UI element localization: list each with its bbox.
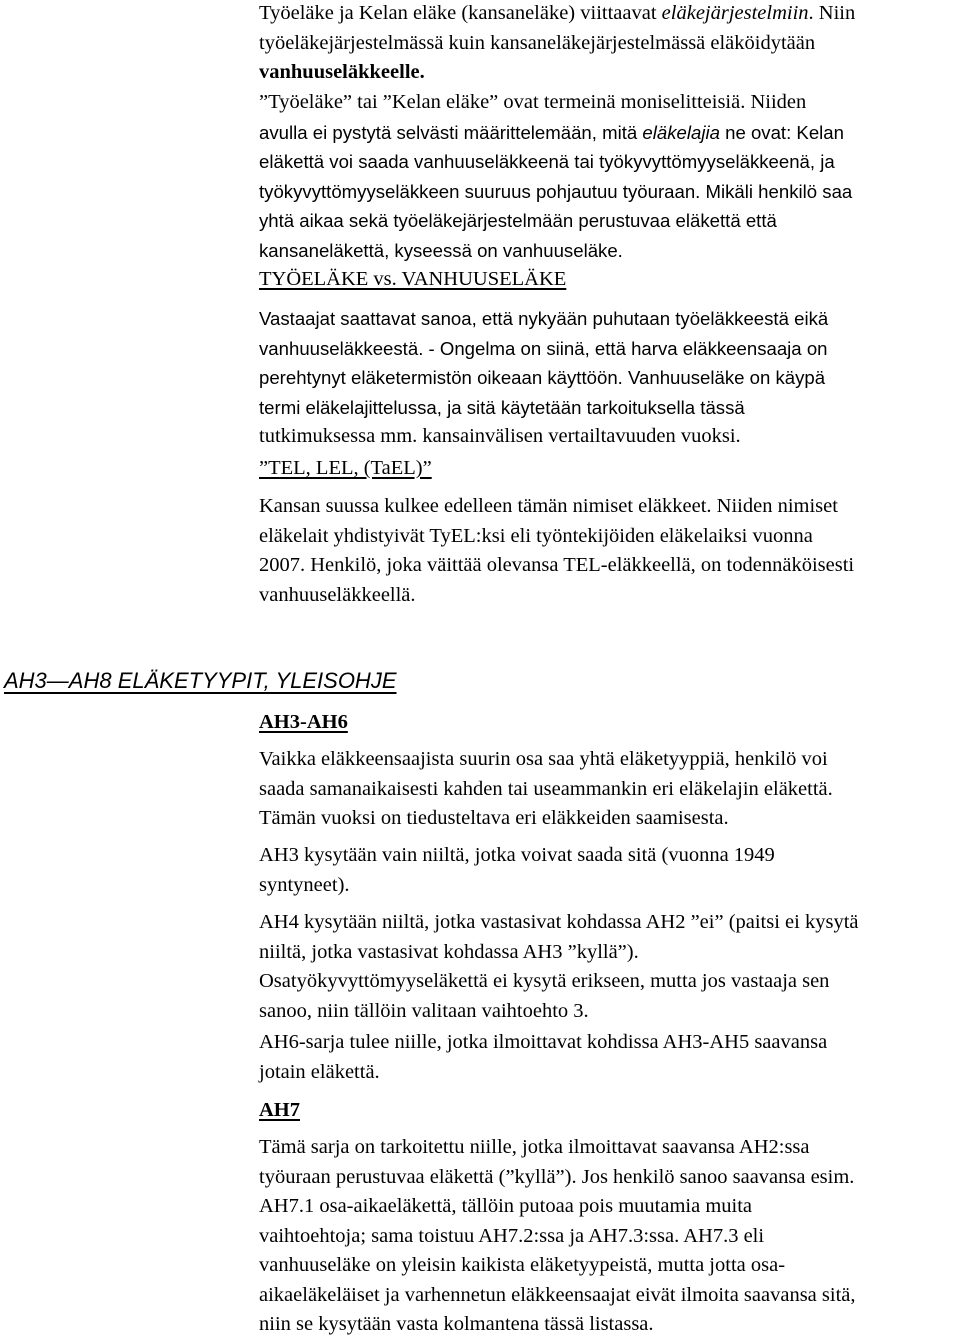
text-line: työuraan perustuvaa eläkettä (”kyllä”). Jos henkilö sanoo saavansa esim. xyxy=(259,1165,855,1188)
text-line: Osatyökyvyttömyyseläkettä ei kysytä erikseen, mutta jos vastaaja sen xyxy=(259,970,830,992)
italic-term: eläkelajia xyxy=(642,121,720,143)
text-line: vanhuuseläkkeellä. xyxy=(259,583,416,606)
text-line: AH3 kysytään vain niiltä, jotka voivat saada sitä (vuonna 1949 xyxy=(259,844,775,866)
text-run: Työeläke ja Kelan eläke (kansaneläke) viittaavat xyxy=(259,2,662,24)
text-line: Kansan suussa kulkee edelleen tämän nimiset eläkkeet. Niiden nimiset xyxy=(259,495,838,517)
section-heading-ah7: AH7 xyxy=(259,1099,300,1121)
text-line: Tämän vuoksi on tiedusteltava eri eläkkeiden saamisesta. xyxy=(259,807,729,829)
text-line: niin se kysytään vasta kolmantena tässä listassa. xyxy=(259,1313,654,1335)
text-line: perehtynyt eläketermistön oikeaan käyttöön. Vanhuuseläke on käypä xyxy=(259,367,826,388)
text-line: niiltä, jotka vastasivat kohdassa AH3 ”kyllä”). xyxy=(259,940,639,963)
text-run: avulla ei pystytä selvästi määrittelemään, mitä xyxy=(259,121,643,143)
text-line: syntyneet). xyxy=(259,873,350,896)
ah3-ah6-paragraph xyxy=(259,745,959,834)
text-line: Vastaajat saattavat sanoa, että nykyään puhutaan työeläkkeestä eikä xyxy=(259,308,829,329)
text-line: vanhuuseläke on yleisin kaikista eläketyypeistä, mutta jotta osa- xyxy=(259,1254,786,1276)
ah3-paragraph xyxy=(259,841,959,900)
intro-paragraph xyxy=(259,0,959,88)
section-heading-ah3-ah6: AH3-AH6 xyxy=(259,711,348,733)
ah4-paragraph xyxy=(259,908,959,1026)
text-line: vaihtoehtoja; sama toistuu AH7.2:ssa ja AH7.3:ssa. AH7.3 eli xyxy=(259,1224,765,1247)
text-line: eläkelait yhdistyivät TyEL:ksi eli työntekijöiden eläkelaiksi vuonna xyxy=(259,524,813,547)
text-line: yhtä aikaa sekä työeläkejärjestelmään perustuvaa eläkettä että xyxy=(259,210,777,231)
text-line: ”Työeläke” tai ”Kelan eläke” ovat termeinä moniselitteisiä. Niiden xyxy=(259,91,807,113)
text-line: työeläkejärjestelmässä kuin kansaneläkejärjestelmässä eläköidytään xyxy=(259,31,816,54)
text-line: AH4 kysytään niiltä, jotka vastasivat kohdassa AH2 ”ei” (paitsi ei kysytä xyxy=(259,911,859,933)
text-line xyxy=(259,118,959,148)
text-line: työkyvyttömyyseläkkeen suuruus pohjautuu työuraan. Mikäli henkilö saa xyxy=(259,180,853,202)
text-line: AH7.1 osa-aikaeläkettä, tällöin putoaa pois muutamia muita xyxy=(259,1195,753,1217)
text-line: saada samanaikaisesti kahden tai useammankin eri eläkelajin eläkettä. xyxy=(259,777,833,800)
text-line: 2007. Henkilö, joka väittää olevansa TEL-eläkkeellä, on todennäköisesti xyxy=(259,554,855,576)
ah7-paragraph xyxy=(259,1133,959,1340)
text-line: aikaeläkeläiset ja varhennetun eläkkeensaajat eivät ilmoita saavansa sitä, xyxy=(259,1283,856,1306)
terms-paragraph xyxy=(259,88,959,265)
text-line: jotain eläkettä. xyxy=(259,1060,380,1083)
main-heading: AH3—AH8 ELÄKETYYPIT, YLEISOHJE xyxy=(4,668,397,693)
section-heading-tel: ”TEL, LEL, (TaEL)” xyxy=(259,457,432,479)
tel-paragraph xyxy=(259,492,959,610)
text-line: Tämä sarja on tarkoitettu niille, jotka ilmoittavat saavansa AH2:ssa xyxy=(259,1136,810,1158)
text-line: Vaikka eläkkeensaajista suurin osa saa yhtä eläketyyppiä, henkilö voi xyxy=(259,748,828,770)
text-run: ne ovat: Kelan xyxy=(719,121,844,143)
text-run: . Niin xyxy=(808,2,856,24)
text-line: sanoo, niin tällöin valitaan vaihtoehto 3. xyxy=(259,999,589,1022)
bold-term: vanhuuseläkkeelle. xyxy=(259,61,425,83)
respondents-paragraph xyxy=(259,304,959,452)
text-line: termi eläkelajittelussa, ja sitä käytetään tarkoituksella tässä xyxy=(259,396,745,418)
text-line: vanhuuseläkkeestä. - Ongelma on siinä, että harva eläkkeensaaja on xyxy=(259,337,828,359)
italic-term: eläkejärjestelmiin xyxy=(661,2,809,24)
text-line: kansaneläkettä, kyseessä on vanhuuseläke. xyxy=(259,239,623,261)
text-line: eläkettä voi saada vanhuuseläkkeenä tai työkyvyttömyyseläkkeenä, ja xyxy=(259,151,835,172)
text-line: tutkimuksessa mm. kansainvälisen vertailtavuuden vuoksi. xyxy=(259,425,741,447)
ah6-paragraph xyxy=(259,1028,959,1087)
text-line: AH6-sarja tulee niille, jotka ilmoittavat kohdissa AH3-AH5 saavansa xyxy=(259,1031,828,1053)
text-line xyxy=(259,0,959,29)
section-heading-tyoelake: TYÖELÄKE vs. VANHUUSELÄKE xyxy=(259,268,567,290)
